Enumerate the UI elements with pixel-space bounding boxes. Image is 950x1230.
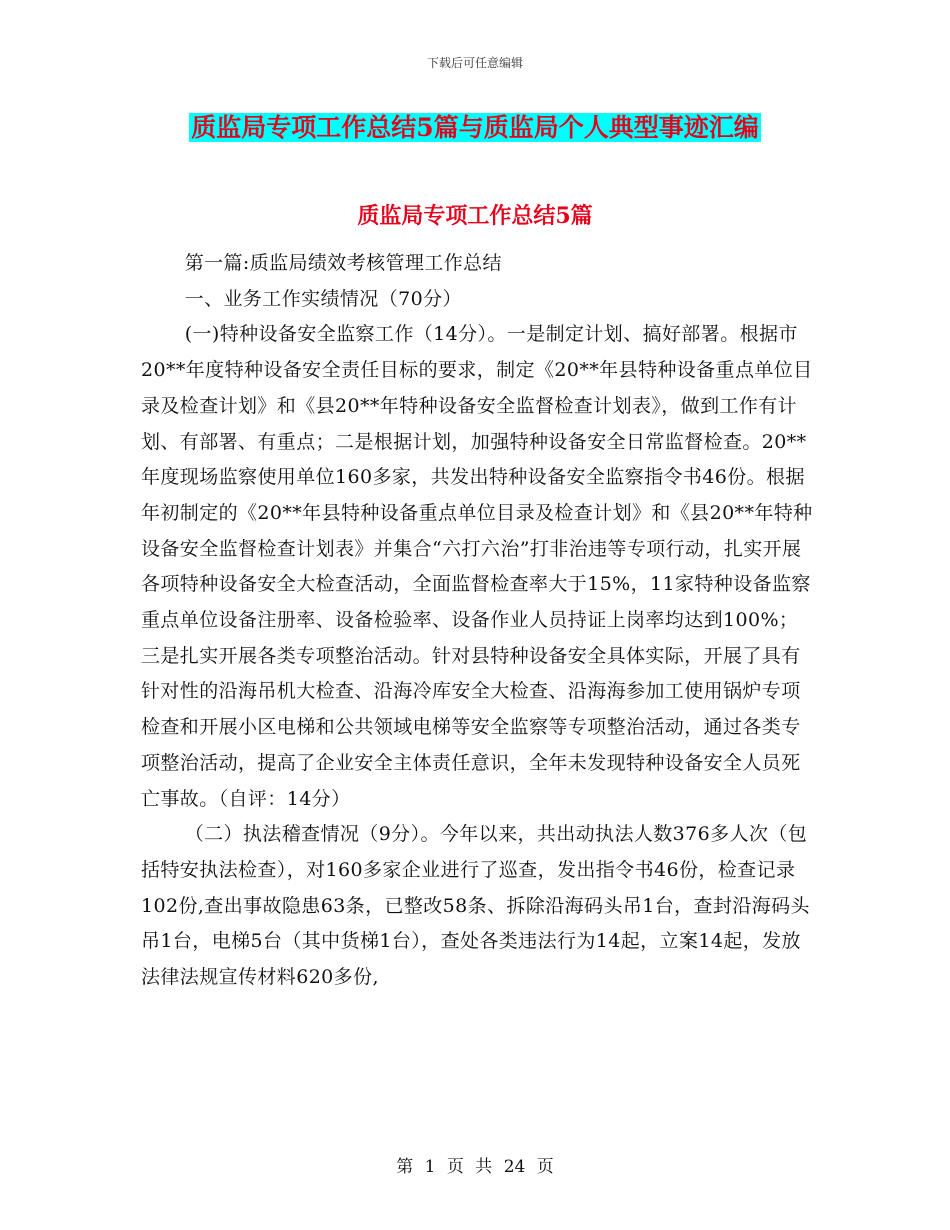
paragraph-section-heading: 一、业务工作实绩情况（70分）: [184, 287, 462, 310]
document-body: [141, 246, 813, 996]
main-title-text: 质监局专项工作总结5篇与质监局个人典型事迹汇编: [191, 113, 759, 142]
sub-title: 质监局专项工作总结5篇: [357, 203, 593, 229]
header-note: 下载后可任意编辑: [426, 56, 523, 70]
page-footer: 第 1 页 共 24 页: [396, 1157, 554, 1177]
paragraph-chapter-heading: 第一篇:质监局绩效考核管理工作总结: [184, 252, 502, 274]
paragraph-special-equipment: (一)特种设备安全监察工作（14分）。一是制定计划、搞好部署。根据市20**年度特种设备安全责任目标的要求，制定《20**年县特种设备重点单位目录及检查计划》和《县20**年特种设备安全监督检查计划表》，做到工作有计划、有部署、有重点；二是根据计划，加强特种设备安全日常监督检查。20**年度现场监察使用单位160多家，共发出特种设备安全监察指令书46份。根据年初制定的《20**年县特种设备重点单位目录及检查计划》和《县20**年特种设备安全监督检查计划表》并集合“六打六治”打非治违等专项行动，扎实开展各项特种设备安全大检查活动，全面监督检查率大于15%，11家特种设备监察重点单位设备注册率、设备检验率、设备作业人员持证上岗率均达到100%；三是扎实开展各类专项整治活动。针对县特种设备安全具体实际，开展了具有针对性的沿海吊机大检查、沿海冷库安全大检查、沿海海参加工使用锅炉专项检查和开展小区电梯和公共领域电梯等安全监察等专项整治活动，通过各类专项整治活动，提高了企业安全主体责任意识，全年未发现特种设备安全人员死亡事故。（自评：14分）: [141, 323, 813, 810]
paragraph-law-enforcement: （二）执法稽查情况（9分）。今年以来，共出动执法人数376多人次（包括特安执法检查），对160多家企业进行了巡查，发出指令书46份，检查记录102份,查出事故隐患63条，已整改58条、拆除沿海码头吊1台，查封沿海码头吊1台，电梯5台（其中货梯1台），查处各类违法行为14起，立案14起，发放法律法规宣传材料620多份,: [141, 823, 810, 989]
main-title: [0, 110, 950, 146]
